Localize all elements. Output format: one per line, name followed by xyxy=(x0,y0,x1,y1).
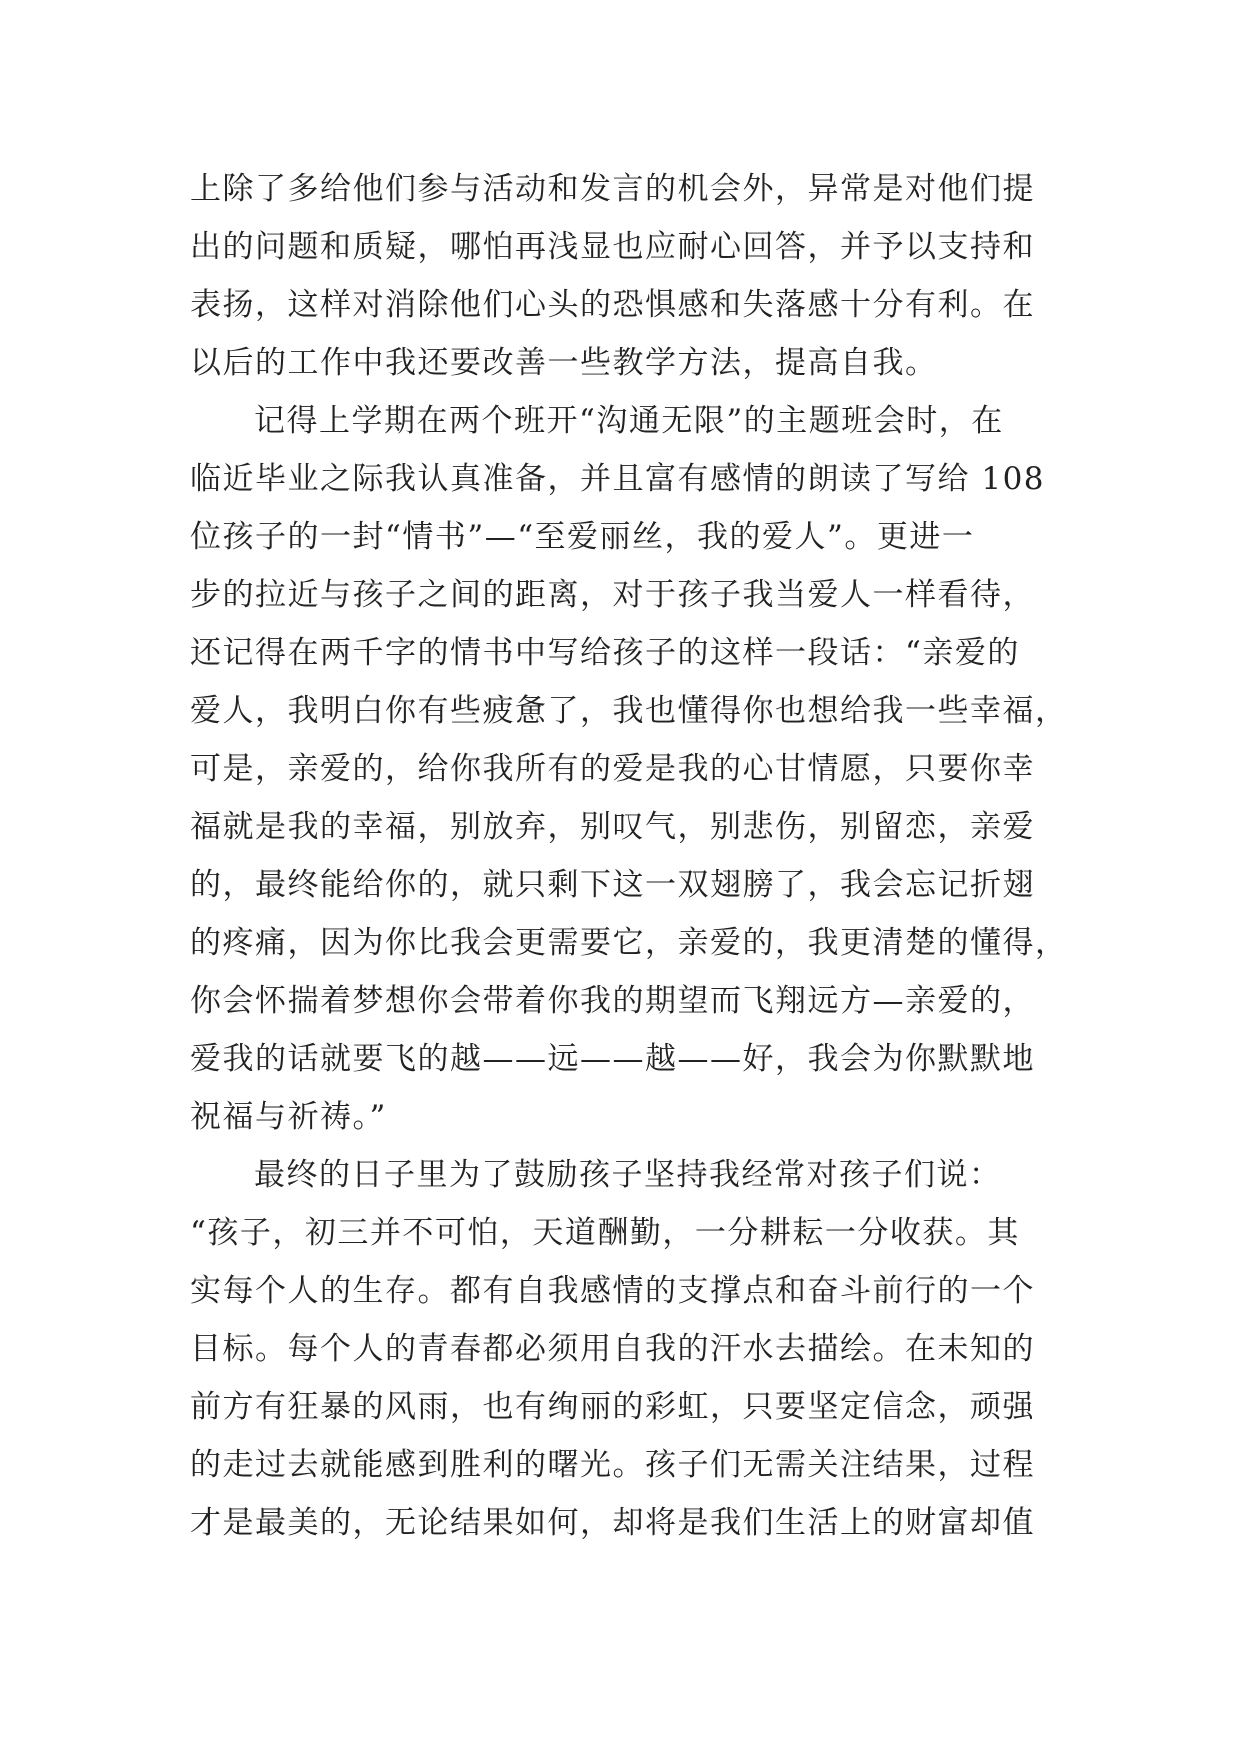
text-line: 前方有狂暴的风雨，也有绚丽的彩虹，只要坚定信念，顽强 xyxy=(190,1389,1035,1425)
paragraph-first-line: 记得上学期在两个班开“沟通无限”的主题班会时，在 xyxy=(254,403,1004,439)
text-line: 位孩子的一封“情书”—“至爱丽丝，我的爱人”。更进一 xyxy=(190,519,975,555)
text-line: 步的拉近与孩子之间的距离，对于孩子我当爱人一样看待， xyxy=(190,577,1035,613)
paragraph-first-line: 最终的日子里为了鼓励孩子坚持我经常对孩子们说： xyxy=(254,1157,1002,1193)
text-line: 还记得在两千字的情书中写给孩子的这样一段话：“亲爱的 xyxy=(190,635,1020,671)
text-line: 的疼痛，因为你比我会更需要它，亲爱的，我更清楚的懂得， xyxy=(190,925,1068,961)
text-line: 爱人，我明白你有些疲惫了，我也懂得你也想给我一些幸福， xyxy=(190,693,1068,729)
document-body xyxy=(190,160,1068,1552)
text-line: 目标。每个人的青春都必须用自我的汗水去描绘。在未知的 xyxy=(190,1331,1035,1367)
text-line: 祝福与祈祷。” xyxy=(190,1099,387,1135)
text-line: 表扬，这样对消除他们心头的恐惧感和失落感十分有利。在 xyxy=(190,287,1035,323)
text-line: 上除了多给他们参与活动和发言的机会外，异常是对他们提 xyxy=(190,171,1035,207)
text-line: 你会怀揣着梦想你会带着你我的期望而飞翔远方—亲爱的， xyxy=(190,983,1035,1019)
text-line: 以后的工作中我还要改善一些教学方法，提高自我。 xyxy=(190,345,938,381)
text-line: 的，最终能给你的，就只剩下这一双翅膀了，我会忘记折翅 xyxy=(190,867,1035,903)
text-line: 实每个人的生存。都有自我感情的支撑点和奋斗前行的一个 xyxy=(190,1273,1035,1309)
text-line: 出的问题和质疑，哪怕再浅显也应耐心回答，并予以支持和 xyxy=(190,229,1035,265)
text-line: 才是最美的，无论结果如何，却将是我们生活上的财富却值 xyxy=(190,1505,1035,1541)
text-line: “孩子，初三并不可怕，天道酬勤，一分耕耘一分收获。其 xyxy=(190,1215,1020,1251)
text-line: 临近毕业之际我认真准备，并且富有感情的朗读了写给 108 xyxy=(190,461,1046,497)
text-line: 的走过去就能感到胜利的曙光。孩子们无需关注结果，过程 xyxy=(190,1447,1035,1483)
text-line: 可是，亲爱的，给你我所有的爱是我的心甘情愿，只要你幸 xyxy=(190,751,1035,787)
text-line: 福就是我的幸福，别放弃，别叹气，别悲伤，别留恋，亲爱 xyxy=(190,809,1035,845)
text-line: 爱我的话就要飞的越——远——越——好，我会为你默默地 xyxy=(190,1041,1035,1077)
